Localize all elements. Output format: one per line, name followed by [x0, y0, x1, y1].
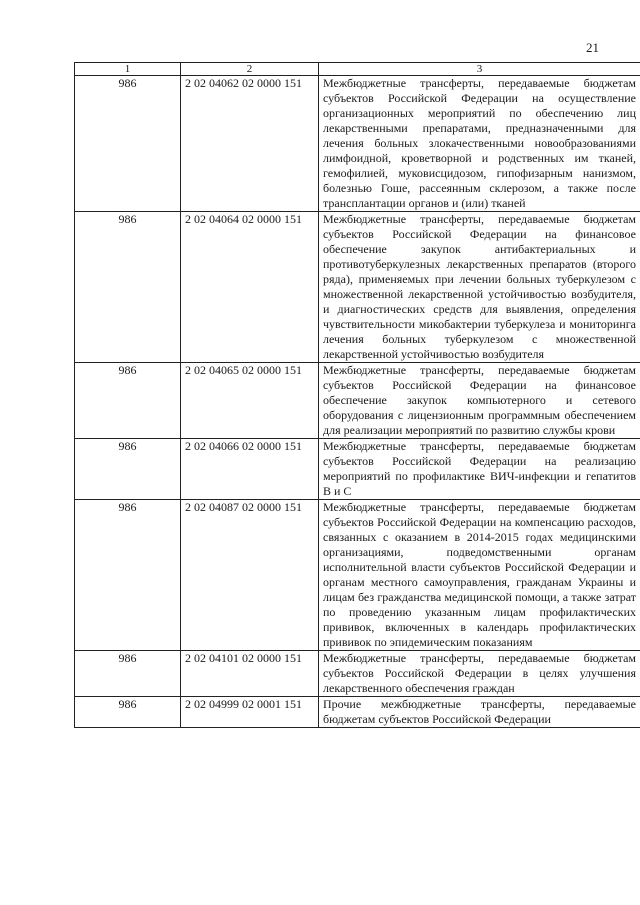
- description-cell: Межбюджетные трансферты, передаваемые бюджетам субъектов Российской Федерации на реализацию мероприятий по профилактике ВИЧ-инфекции и гепатитов В и С: [319, 439, 640, 500]
- revenue-code-cell: 2 02 04066 02 0000 151: [181, 439, 319, 500]
- budget-classification-table: [74, 62, 640, 728]
- admin-code-cell: 986: [75, 500, 181, 651]
- page-number: 21: [586, 40, 599, 55]
- description-cell: Межбюджетные трансферты, передаваемые бюджетам субъектов Российской Федерации на финансовое обеспечение закупок антибактериальных и противотуберкулезных лекарственных препаратов (второго ряда), применяемых при лечении больных туберкулезом с множественной лекарственной устойчивостью возбудителя, и диагностических средств для выявления, определения чувствительности микобактерии туберкулеза и мониторинга лечения больных туберкулезом с множественной лекарственной устойчивостью возбудителя: [319, 212, 640, 363]
- description-cell: Межбюджетные трансферты, передаваемые бюджетам субъектов Российской Федерации в целях улучшения лекарственного обеспечения граждан: [319, 651, 640, 697]
- table-row: [75, 439, 640, 500]
- table-row: [75, 651, 640, 697]
- table-row: [75, 697, 640, 728]
- admin-code-cell: 986: [75, 212, 181, 363]
- column-header-2: 2: [181, 63, 319, 76]
- description-cell: Межбюджетные трансферты, передаваемые бюджетам субъектов Российской Федерации на финансовое обеспечение закупок компьютерного и сетевого оборудования с лицензионным программным обеспечением для реализации мероприятий по развитию службы крови: [319, 363, 640, 439]
- table-header-row: [75, 63, 640, 76]
- description-cell: Межбюджетные трансферты, передаваемые бюджетам субъектов Российской Федерации на компенсацию расходов, связанных с оказанием в 2014-2015 годах медицинскими организациями, подведомственными органам исполнительной власти субъектов Российской Федерации и органам местного самоуправления, гражданам Украины и лицам без гражданства медицинской помощи, а также затрат по проведению указанным лицам профилактических прививок, включенных в календарь профилактических прививок по эпидемическим показаниям: [319, 500, 640, 651]
- revenue-code-cell: 2 02 04062 02 0000 151: [181, 76, 319, 212]
- revenue-code-cell: 2 02 04065 02 0000 151: [181, 363, 319, 439]
- table-row: [75, 76, 640, 212]
- description-cell: Прочие межбюджетные трансферты, передаваемые бюджетам субъектов Российской Федерации: [319, 697, 640, 728]
- revenue-code-cell: 2 02 04087 02 0000 151: [181, 500, 319, 651]
- admin-code-cell: 986: [75, 651, 181, 697]
- admin-code-cell: 986: [75, 439, 181, 500]
- revenue-code-cell: 2 02 04101 02 0000 151: [181, 651, 319, 697]
- description-cell: Межбюджетные трансферты, передаваемые бюджетам субъектов Российской Федерации на осуществление организационных мероприятий по обеспечению лиц лекарственными препаратами, предназначенными для лечения больных злокачественными новообразованиями лимфоидной, кроветворной и родственных им тканей, гемофилией, муковисцидозом, гипофизарным нанизмом, болезнью Гоше, рассеянным склерозом, а также после трансплантации органов и (или) тканей: [319, 76, 640, 212]
- admin-code-cell: 986: [75, 76, 181, 212]
- admin-code-cell: 986: [75, 363, 181, 439]
- table-row: [75, 500, 640, 651]
- table-row: [75, 212, 640, 363]
- revenue-code-cell: 2 02 04999 02 0001 151: [181, 697, 319, 728]
- column-header-3: 3: [319, 63, 640, 76]
- revenue-code-cell: 2 02 04064 02 0000 151: [181, 212, 319, 363]
- table-row: [75, 363, 640, 439]
- column-header-1: 1: [75, 63, 181, 76]
- admin-code-cell: 986: [75, 697, 181, 728]
